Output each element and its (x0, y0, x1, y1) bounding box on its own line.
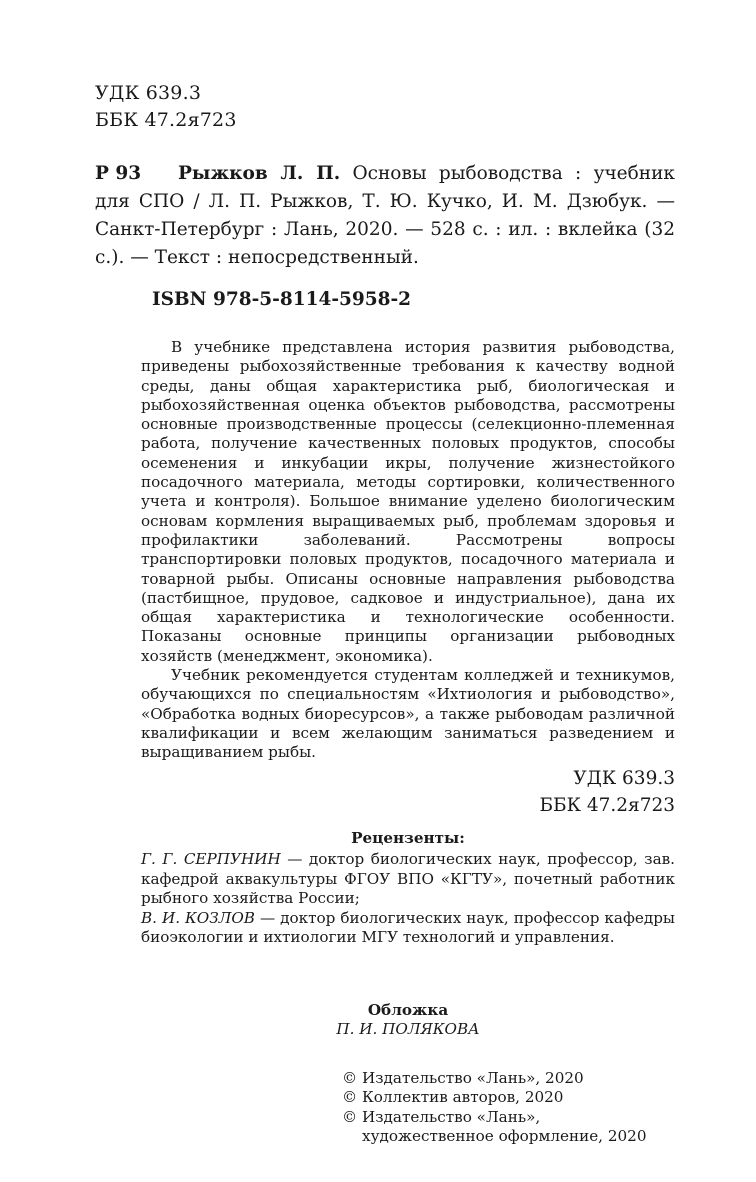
udk-code: УДК 639.3 (573, 767, 675, 789)
copyright-page (95, 80, 675, 1147)
classification-codes-top (95, 80, 675, 134)
reviewer-name: В. И. КОЗЛОВ (141, 908, 255, 927)
reviewer-name: Г. Г. СЕРПУНИН (141, 850, 281, 869)
copyright-notices (95, 1069, 675, 1147)
bbk-code: ББК 47.2я723 (95, 109, 237, 131)
reviewer-entry (141, 909, 675, 948)
reviewer-description: — доктор биологических наук, профессор, зав. кафедрой аквакультуры ФГОУ ВПО «КГТУ», почетный работник рыбного хозяйства России; (141, 850, 675, 908)
reviewer-entry (141, 850, 675, 909)
bibliographic-record (95, 160, 675, 272)
bbk-code: ББК 47.2я723 (539, 794, 675, 816)
classification-codes-bottom (95, 765, 675, 819)
annotation (95, 338, 675, 763)
reviewers (95, 829, 675, 948)
reviewers-heading: Рецензенты: (351, 828, 465, 847)
author-name: Рыжков Л. П. (178, 163, 341, 184)
annotation-paragraph: Учебник рекомендуется студентам колледжей и техникумов, обучающихся по специальностям «Ихтиология и рыбоводство», «Обработка водных биоресурсов», а также рыбоводам различной квалификации и всем желающим заниматься разведением и выращиванием рыбы. (141, 666, 675, 762)
copyright-line: художественное оформление, 2020 (362, 1127, 647, 1146)
bibliographic-description: Основы рыбоводства : учебник для СПО / Л. П. Рыжков, Т. Ю. Кучко, И. М. Дзюбук. — Санкт-Петербург : Лань, 2020. — 528 с. : ил. : вклейка (32 с.). — Текст : непосредственный. (95, 163, 675, 268)
cover-artist: П. И. ПОЛЯКОВА (336, 1020, 480, 1039)
cover-label: Обложка (367, 1000, 449, 1019)
udk-code: УДК 639.3 (95, 82, 202, 104)
author-index: Р 93 (95, 163, 142, 184)
isbn: ISBN 978-5-8114-5958-2 (152, 289, 412, 310)
cover-credit (95, 1001, 675, 1040)
copyright-line: © Издательство «Лань», 2020 (342, 1068, 584, 1087)
annotation-paragraph: В учебнике представлена история развития рыбоводства, приведены рыбохозяйственные требования к качеству водной среды, даны общая характеристика рыб, биологическая и рыбохозяйственная оценка объектов рыбоводства, рассмотрены основные производственные процессы (селекционно-племенная работа, получение качественных половых продуктов, способы осеменения и инкубации икры, получение жизнестойкого посадочного материала, методы сортировки, количественного учета и контроля). Большое внимание уделено биологическим основам кормления выращиваемых рыб, проблемам здоровья и профилактики заболеваний. Рассмотрены вопросы транспортировки половых продуктов, посадочного материала и товарной рыбы. Описаны основные направления рыбоводства (пастбищное, прудовое, садковое и индустриальное), дана их общая характеристика и технологические особенности. Показаны основные принципы организации рыбоводных хозяйств (менеджмент, экономика). (141, 338, 675, 665)
copyright-line: © Коллектив авторов, 2020 (342, 1088, 564, 1107)
copyright-line: © Издательство «Лань», (342, 1107, 541, 1126)
bibliographic-entry (95, 160, 675, 272)
reviewer-description: — доктор биологических наук, профессор кафедры биоэкологии и ихтиологии МГУ технологий и управления. (141, 908, 675, 947)
